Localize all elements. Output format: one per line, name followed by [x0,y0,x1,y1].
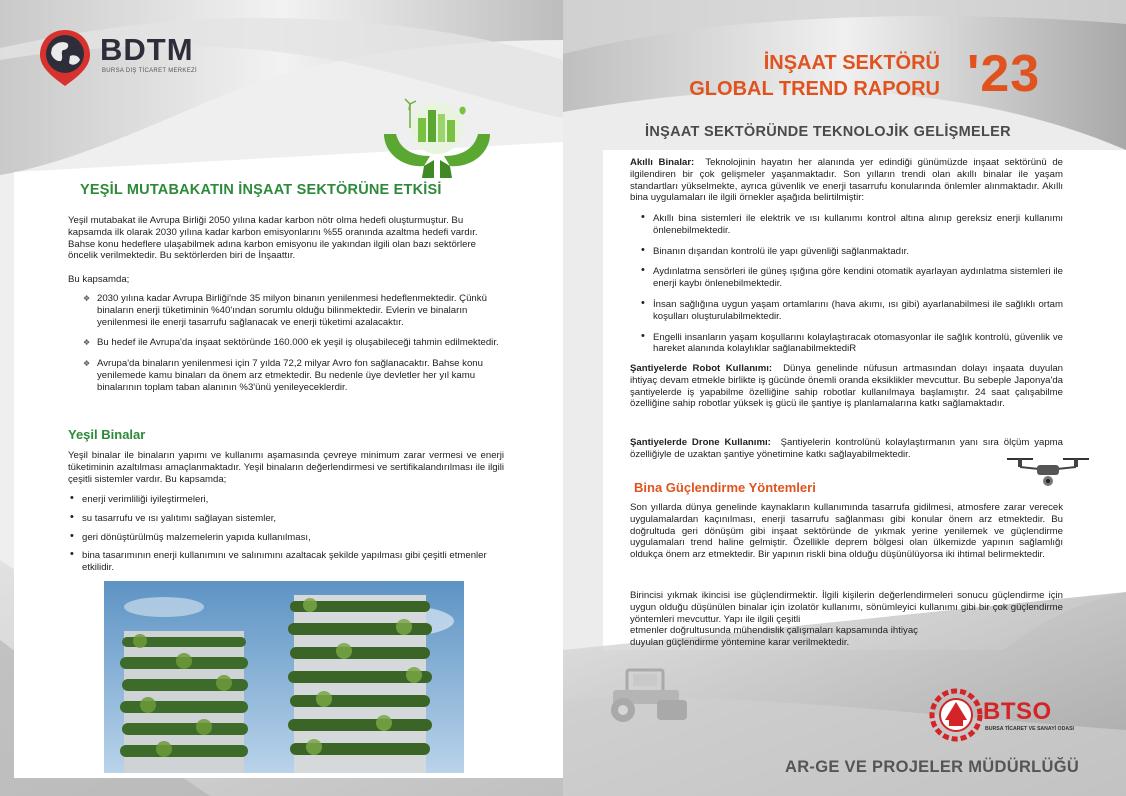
btso-logo-subtitle: BURSA TİCARET VE SANAYİ ODASI [985,726,1074,732]
smart-item-2: • Binanın dışarıdan kontrolü ile yapı güvenliği sağlanmaktadır. [653,246,1063,258]
btso-gear-icon [929,688,983,742]
drone-icon [1003,453,1093,491]
left-bullet-3: ❖ Avrupa'da binaların yenilenmesi için 7 yılda 72,2 milyar Avro fon sağlanacaktır. Bahse konu yenilemede kamu binaları da önem arz etmektedir. Bu nedenle üye devletler her yıl kamu binalarının toplam taban alanının %3'ünü yenileyeceklerdir. [97,358,505,393]
bdtm-logo [34,26,224,90]
drone-label: Şantiyelerde Drone Kullanımı: [630,437,771,448]
report-title-line1: İNŞAAT SEKTÖRÜ [763,52,940,74]
robot-text: Dünya genelinde nüfusun artmasından dolayı inşaata duyulan ihtiyaç devam etmekle birlikte iş gücünde önemli oranda eksiklikler mevcuttur. Bu sebeple Japonya'da şantiyelerde iş yapabilme özelliğine sahip robotlar kullanılmaya başlamıştır. 24 saat çalışabilme özelliğine sahip robotlar yüksek iş gücü ile şantiye iş planlamalarına katkı sağlamaktadır. [630,363,1063,410]
green-item-3: • geri dönüştürülmüş malzemelerin yapıda kullanılması, [82,532,502,544]
bdtm-logo-text: BDTM [100,32,194,67]
btso-logo [929,688,1099,742]
smart-item-1: • Akıllı bina sistemleri ile elektrik ve ısı kullanımı kontrol altına alınıp gereksiz enerji kullanımı önlenebilmektedir. [653,213,1063,237]
left-bullet-list [97,293,505,394]
left-section-title: YEŞİL MUTABAKATIN İNŞAAT SEKTÖRÜNE ETKİSİ [80,182,442,198]
smart-item-5: • Engelli insanların yaşam koşullarını kolaylaştıracak otomasyonlar ile sağlık kontrolü, güvenlik ve hareket alanında kolaylıklar sağlanabilmektediR [653,332,1063,356]
department-footer: AR-GE VE PROJELER MÜDÜRLÜĞÜ [785,758,1080,776]
reinforcement-p2-line1: Birincisi yıkmak ikincisi ise güçlendirmektir. İlgili kişilerin değerlendirmeleri sonucu güçlendirme için uygun olduğu düşünülen binalar için izolatör kullanımı, sönümleyici kullanımı gibi bir çok güçlendirme yöntemleri mevcuttur. Yapı ile ilgili çeşitli [630,590,1063,625]
reinforcement-p2-line3: duyulan güçlendirme yöntemine karar verilmektedir. [630,637,850,649]
globe-pin-icon [34,26,96,88]
smart-item-4: • İnsan sağlığına uygun yaşam ortamlarını (hava akımı, ısı gibi) ayarlanabilmesi ile sağlıklı ortam koşulları oluşturulabilmektedir. [653,299,1063,323]
right-page [563,0,1126,796]
green-item-2: • su tasarrufu ve ısı yalıtımı sağlayan sistemler, [82,513,502,525]
reinforcement-p2-line2: etmenler doğrultusunda mühendislik çalışmaları kapsamında ihtiyaç [630,625,918,637]
robot-label: Şantiyelerde Robot Kullanımı: [630,363,773,374]
reinforcement-paragraph-1: Son yıllarda dünya genelinde kaynakların kullanımında tasarrufa gidilmesi, atmosfere zarar verecek uygulamalardan kaçınılması, enerji tasarrufu sağlanması gibi konular önem arz etmektedir. Bu doğrultuda geri dönüşüm gibi inşaat sektöründe de yıkmak yerine yenilemek ve güçlendirme uygulamaları trend haline gelmiştir. Özellikle deprem bölgesi olan ülkemizde yapının sağlamlığı oldukça önem arz etmektedir. Bir yapının riskli bina olduğu düşünülüyorsa iki ihtimal belirmektedir. [630,502,1063,561]
tech-section-title: İNŞAAT SEKTÖRÜNDE TEKNOLOJİK GELİŞMELER [645,124,1011,140]
eco-city-hands-icon [378,98,496,180]
left-bullet-2: ❖ Bu hedef ile Avrupa'da inşaat sektöründe 160.000 ek yeşil iş oluşabileceği tahmin edilmektedir. [97,337,505,349]
green-item-1: • enerji verimliliği iyileştirmeleri, [82,494,502,506]
vertical-forest-buildings-image [104,581,464,773]
green-buildings-list [82,494,502,574]
bdtm-logo-subtitle: BURSA DIŞ TİCARET MERKEZİ [102,68,197,74]
road-roller-icon [603,666,693,724]
report-year: '23 [967,45,1041,103]
green-item-4: • bina tasarımının enerji kullanımını ve salınımını azaltacak şekilde yapılması gibi çeşitli etmenler etkilidir. [82,550,502,574]
smart-buildings-paragraph [630,157,1063,204]
green-buildings-intro: Yeşil binalar ile binaların yapımı ve kullanımı aşamasında çevreye minimum zarar vermesi ve enerji tüketiminin azaltılması amaçlanmaktadır. Yeşil binaların değerlendirmesi ve sertifikalandırılması ile ilgili çeşitli sistemler vardır. Bu kapsamda; [68,450,504,485]
green-buildings-title: Yeşil Binalar [68,427,146,442]
left-bullet-1: ❖ 2030 yılına kadar Avrupa Birliği'nde 35 milyon binanın yenilenmesi hedeflenmektedir. Çünkü binaların enerji tüketiminin %40'ından sorumlu olduğu bilinmektedir. Evlerin ve binaların yenilenmesi ile enerji tasarrufu sağlanacak ve enerji tüketimi azalacaktır. [97,293,505,328]
drone-paragraph [630,437,1063,461]
smart-buildings-label: Akıllı Binalar: [630,157,695,168]
robot-paragraph [630,363,1063,410]
reinforcement-title: Bina Güçlendirme Yöntemleri [634,480,816,495]
smart-buildings-text: Teknolojinin hayatın her alanında yer edindiği günümüzde inşaat sektörünü de ilgilendiren bir çok gelişmeler yaşanmaktadır. Son yılların trendi olan akıllı binalar ile yaşam standartları yükselmekte, ayrıca güvenlik ve enerji tasarrufu konularında önlemler alınmaktadır. Akıllı bina uygulamaları ile ilgili örnekler aşağıda belirtilmiştir: [630,157,1063,204]
report-title-line2: GLOBAL TREND RAPORU [689,78,940,100]
reinforcement-paragraph-2 [630,590,1063,649]
scope-label: Bu kapsamda; [68,274,130,285]
smart-item-3: • Aydınlatma sensörleri ile güneş ışığına göre kendini otomatik ayarlayan aydınlatma sistemleri ile enerji kaybı önlenebilmektedir. [653,266,1063,290]
btso-logo-text: BTSO [983,698,1052,725]
drone-text: Şantiyelerin kontrolünü kolaylaştırmanın yanı sıra ölçüm yapma özelliğiyle de uzaktan şantiye yönetimine katkı sağlayabilmektedir. [630,437,1063,460]
smart-buildings-list [653,213,1063,355]
report-title [689,50,940,102]
left-intro-paragraph: Yeşil mutabakat ile Avrupa Birliği 2050 yılına kadar karbon nötr olma hedefi oluşturmuştur. Bu kapsamda ilk olarak 2030 yılına kadar karbon emisyonlarını %55 oranında azaltma hedefi vardır. Bahse konu hedeflere ulaşabilmek adına karbon emisyonu ile yakından ilgili olan bazı sektörlere öncelik verilmektedir. Bu sektörlerden biri de İnşaattır. [68,215,478,262]
